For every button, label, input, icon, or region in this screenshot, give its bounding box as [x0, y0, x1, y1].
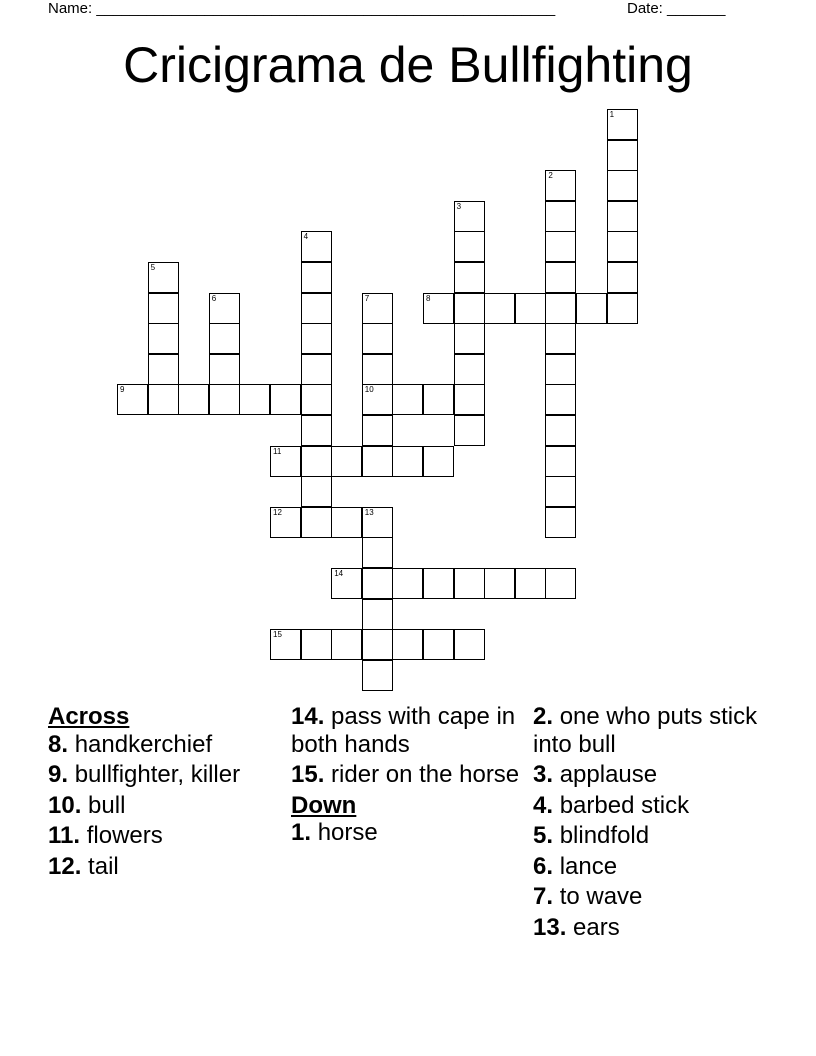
- grid-cell[interactable]: [362, 629, 393, 660]
- grid-cell[interactable]: [484, 568, 515, 599]
- grid-cell[interactable]: [545, 262, 576, 293]
- grid-cell[interactable]: [545, 507, 576, 538]
- clue-across-11: 11. flowers: [48, 822, 163, 849]
- grid-cell[interactable]: [301, 446, 332, 477]
- grid-cell[interactable]: [301, 507, 332, 538]
- clue-across-8: 8. handkerchief: [48, 730, 213, 758]
- grid-cell[interactable]: [362, 568, 393, 599]
- grid-cell[interactable]: [270, 384, 301, 415]
- grid-cell[interactable]: [301, 415, 332, 446]
- grid-cell[interactable]: [209, 384, 240, 415]
- grid-cell[interactable]: [607, 262, 638, 293]
- grid-cell[interactable]: [148, 262, 179, 293]
- grid-cell[interactable]: [454, 384, 485, 415]
- grid-cell[interactable]: [362, 415, 393, 446]
- page-title: Cricigrama de Bullfighting: [123, 37, 693, 93]
- grid-cell[interactable]: [545, 415, 576, 446]
- grid-cell[interactable]: [362, 323, 393, 354]
- grid-cell[interactable]: [545, 354, 576, 385]
- grid-cell[interactable]: [423, 384, 454, 415]
- clue-down-2: 2. one who puts stick into bull: [533, 703, 758, 758]
- grid-cell[interactable]: [270, 629, 301, 660]
- name-field-label: Name: _______________________________________________________: [48, 0, 556, 17]
- grid-cell[interactable]: [392, 568, 423, 599]
- clue-across-15: 15. rider on the horse: [291, 761, 520, 788]
- grid-cell[interactable]: [454, 568, 485, 599]
- grid-cell[interactable]: [301, 231, 332, 262]
- grid-cell[interactable]: [209, 293, 240, 324]
- clue-down-3: 3. applause: [533, 761, 658, 788]
- grid-cell[interactable]: [239, 384, 270, 415]
- grid-cell[interactable]: [301, 323, 332, 354]
- grid-cell[interactable]: [362, 384, 393, 415]
- grid-cell[interactable]: [545, 170, 576, 201]
- clue-down-5: 5. blindfold: [533, 822, 650, 849]
- grid-cell[interactable]: [607, 231, 638, 262]
- grid-cell[interactable]: [607, 170, 638, 201]
- clue-across-14: 14. pass with cape in both hands: [291, 703, 516, 758]
- grid-cell[interactable]: [331, 629, 362, 660]
- grid-cell[interactable]: [148, 354, 179, 385]
- grid-cell[interactable]: [545, 384, 576, 415]
- cell-number: 15: [273, 630, 282, 640]
- cell-number: 5: [150, 263, 156, 272]
- grid-cell[interactable]: [607, 140, 638, 171]
- grid-cell[interactable]: [423, 629, 454, 660]
- grid-cell[interactable]: [362, 599, 393, 630]
- date-field-label: Date: _______: [627, 0, 726, 17]
- clue-across-9: 9. bullfighter, killer: [48, 761, 241, 788]
- grid-cell[interactable]: [515, 293, 546, 324]
- grid-cell[interactable]: [545, 201, 576, 232]
- cell-number: 9: [120, 385, 125, 395]
- grid-cell[interactable]: [270, 507, 301, 538]
- grid-cell[interactable]: [454, 201, 485, 232]
- grid-cell[interactable]: [331, 507, 362, 538]
- grid-cell[interactable]: [209, 323, 240, 354]
- grid-cell[interactable]: [148, 323, 179, 354]
- cell-number: 13: [364, 507, 374, 517]
- grid-cell[interactable]: [484, 293, 515, 324]
- grid-cell[interactable]: [392, 446, 423, 477]
- clue-across-12: 12. tail: [48, 852, 119, 880]
- grid-cell[interactable]: [392, 384, 423, 415]
- grid-cell[interactable]: [362, 507, 393, 538]
- clue-down-1: 1. horse: [291, 819, 378, 846]
- cell-number: 8: [426, 293, 431, 303]
- grid-cell[interactable]: [423, 446, 454, 477]
- grid-cell[interactable]: [607, 201, 638, 232]
- grid-cell[interactable]: [362, 537, 393, 568]
- grid-cell[interactable]: [301, 476, 332, 507]
- grid-cell[interactable]: [301, 293, 332, 324]
- grid-cell[interactable]: [545, 446, 576, 477]
- clue-column-3: [533, 703, 768, 944]
- cell-number: 12: [273, 507, 282, 517]
- grid-cell[interactable]: [362, 293, 393, 324]
- grid-cell[interactable]: [607, 109, 638, 140]
- grid-cell[interactable]: [392, 629, 423, 660]
- grid-cell[interactable]: [454, 415, 485, 446]
- across-heading: Across: [48, 703, 130, 730]
- clue-down-4: 4. barbed stick: [533, 791, 690, 819]
- cell-number: 14: [334, 569, 344, 578]
- grid-cell[interactable]: [545, 568, 576, 599]
- clue-across-10: 10. bull: [48, 791, 126, 819]
- grid-cell[interactable]: [607, 293, 638, 324]
- grid-cell[interactable]: [454, 629, 485, 660]
- grid-cell[interactable]: [576, 293, 607, 324]
- grid-cell[interactable]: [301, 629, 332, 660]
- grid-cell[interactable]: [148, 293, 179, 324]
- grid-cell[interactable]: [178, 384, 209, 415]
- grid-cell[interactable]: [301, 384, 332, 415]
- cell-number: 3: [456, 201, 462, 211]
- grid-cell[interactable]: [454, 262, 485, 293]
- cell-number: 1: [609, 110, 615, 119]
- grid-cell[interactable]: [545, 293, 576, 324]
- grid-cell[interactable]: [117, 384, 148, 415]
- clue-down-6: 6. lance: [533, 852, 618, 880]
- cell-number: 7: [364, 293, 370, 303]
- grid-cell[interactable]: [423, 568, 454, 599]
- grid-cell[interactable]: [545, 323, 576, 354]
- grid-cell[interactable]: [454, 323, 485, 354]
- grid-cell[interactable]: [301, 354, 332, 385]
- grid-cell[interactable]: [515, 568, 546, 599]
- cell-number: 11: [273, 446, 282, 456]
- grid-cell[interactable]: [270, 446, 301, 477]
- cell-number: 2: [548, 171, 553, 181]
- grid-cell[interactable]: [454, 231, 485, 262]
- grid-cell[interactable]: [209, 354, 240, 385]
- clue-down-7: 7. to wave: [533, 883, 643, 910]
- grid-cell[interactable]: [362, 354, 393, 385]
- grid-cell[interactable]: [454, 354, 485, 385]
- grid-cell[interactable]: [148, 384, 179, 415]
- cell-number: 10: [364, 385, 374, 395]
- grid-cell[interactable]: [331, 446, 362, 477]
- grid-cell[interactable]: [545, 231, 576, 262]
- cell-number: 6: [211, 293, 217, 303]
- grid-cell[interactable]: [331, 568, 362, 599]
- grid-cell[interactable]: [301, 262, 332, 293]
- grid-cell[interactable]: [423, 293, 454, 324]
- clue-down-13: 13. ears: [533, 913, 620, 941]
- grid-cell[interactable]: [545, 476, 576, 507]
- clue-column-1: [48, 703, 283, 883]
- grid-cell[interactable]: [454, 293, 485, 324]
- grid-cell[interactable]: [362, 446, 393, 477]
- cell-number: 4: [303, 232, 309, 242]
- down-heading: Down: [291, 791, 357, 819]
- clue-column-2: [291, 703, 526, 850]
- grid-cell[interactable]: [362, 660, 393, 691]
